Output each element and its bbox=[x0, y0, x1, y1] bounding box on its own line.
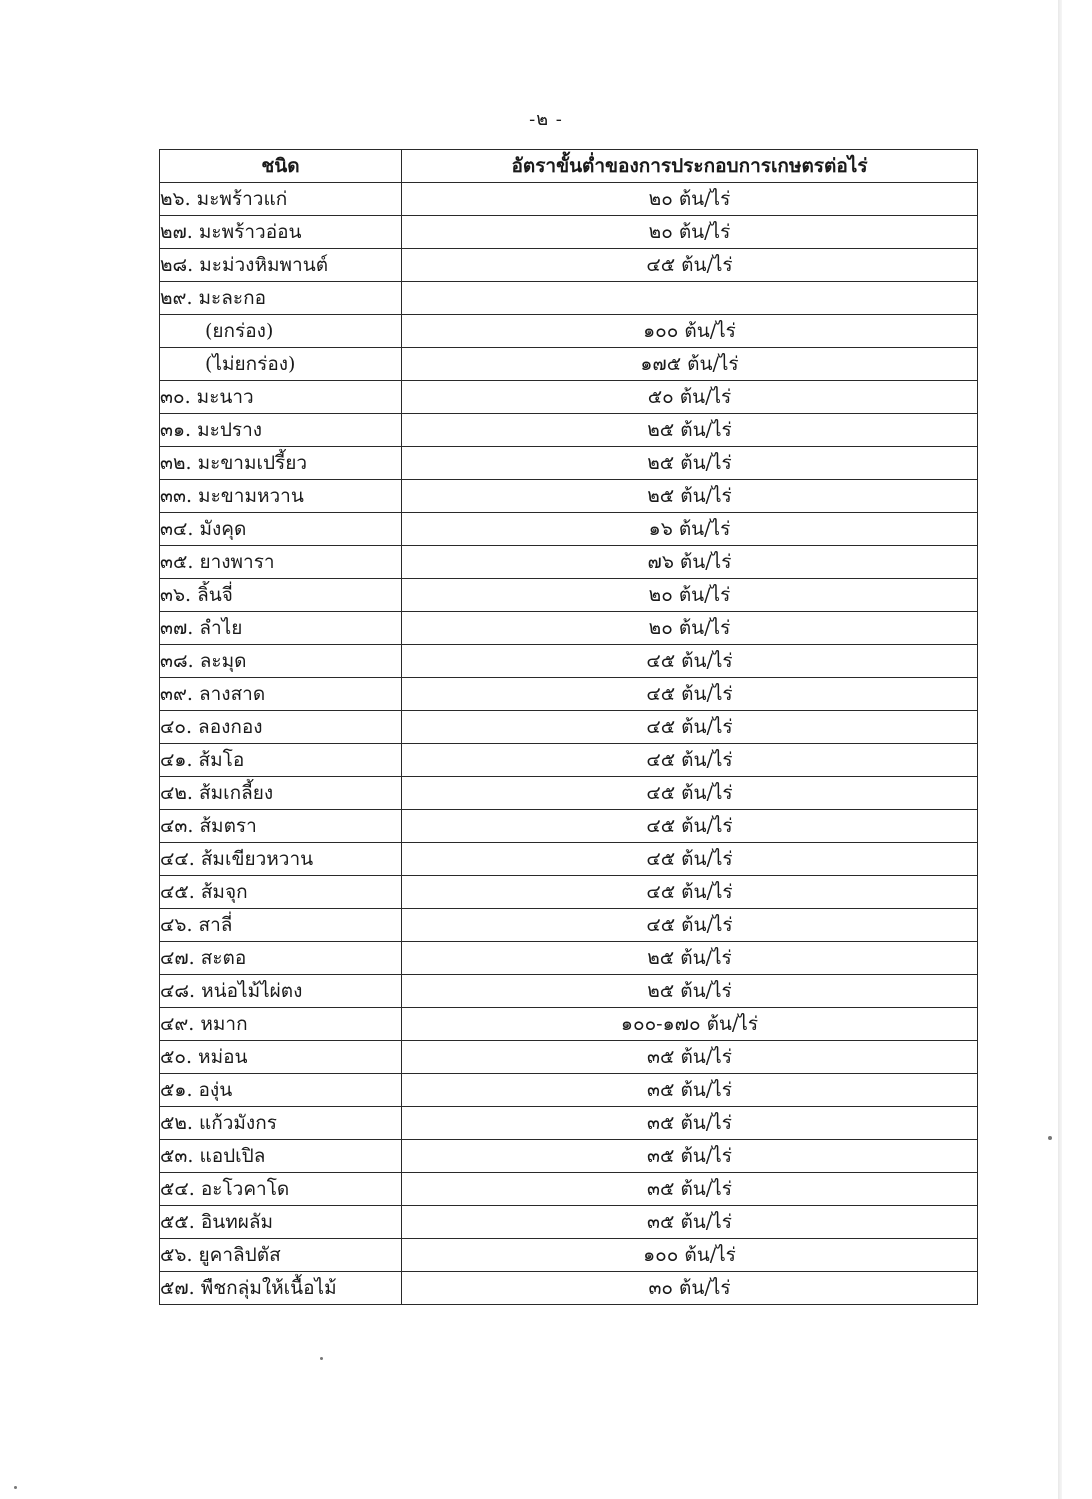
table-row bbox=[160, 843, 978, 876]
plant-type-cell: ๕๐. หม่อน bbox=[160, 1041, 402, 1074]
plant-type-cell: ๒๖. มะพร้าวแก่ bbox=[160, 183, 402, 216]
table-row bbox=[160, 315, 978, 348]
table-row bbox=[160, 480, 978, 513]
plant-type-cell: ๓๘. ละมุด bbox=[160, 645, 402, 678]
table-row bbox=[160, 513, 978, 546]
min-rate-cell: ๔๕ ต้น/ไร่ bbox=[402, 678, 978, 711]
plant-type-cell: ๔๓. ส้มตรา bbox=[160, 810, 402, 843]
min-rate-cell bbox=[402, 282, 978, 315]
min-rate-cell: ๒๕ ต้น/ไร่ bbox=[402, 480, 978, 513]
scan-edge bbox=[1058, 0, 1062, 1499]
min-rate-cell: ๒๐ ต้น/ไร่ bbox=[402, 612, 978, 645]
table-row bbox=[160, 249, 978, 282]
plant-type-cell: ๔๘. หน่อไม้ไผ่ตง bbox=[160, 975, 402, 1008]
table-row bbox=[160, 678, 978, 711]
scan-speck bbox=[1048, 1136, 1052, 1140]
plant-type-cell: ๔๔. ส้มเขียวหวาน bbox=[160, 843, 402, 876]
plant-type-cell: ๕๓. แอปเปิล bbox=[160, 1140, 402, 1173]
table-row bbox=[160, 909, 978, 942]
min-rate-cell: ๒๕ ต้น/ไร่ bbox=[402, 447, 978, 480]
plant-type-cell: ๔๙. หมาก bbox=[160, 1008, 402, 1041]
table-row bbox=[160, 1239, 978, 1272]
table-row bbox=[160, 1173, 978, 1206]
min-rate-cell: ๕๐ ต้น/ไร่ bbox=[402, 381, 978, 414]
table-row bbox=[160, 1107, 978, 1140]
min-rate-cell: ๔๕ ต้น/ไร่ bbox=[402, 876, 978, 909]
header-type: ชนิด bbox=[160, 150, 402, 183]
plant-type-cell: ๓๗. ลำไย bbox=[160, 612, 402, 645]
min-rate-cell: ๔๕ ต้น/ไร่ bbox=[402, 744, 978, 777]
plant-type-cell: ๓๙. ลางสาด bbox=[160, 678, 402, 711]
header-min-rate: อัตราขั้นต่ำของการประกอบการเกษตรต่อไร่ bbox=[402, 150, 978, 183]
table-row bbox=[160, 414, 978, 447]
table-row bbox=[160, 282, 978, 315]
table-row bbox=[160, 1272, 978, 1305]
table-row bbox=[160, 1041, 978, 1074]
min-rate-cell: ๒๕ ต้น/ไร่ bbox=[402, 975, 978, 1008]
plant-type-cell: ๓๐. มะนาว bbox=[160, 381, 402, 414]
scan-speck bbox=[14, 1486, 17, 1489]
min-rate-cell: ๔๕ ต้น/ไร่ bbox=[402, 645, 978, 678]
table-row bbox=[160, 216, 978, 249]
plant-type-cell: ๔๒. ส้มเกลี้ยง bbox=[160, 777, 402, 810]
plant-type-cell: (ยกร่อง) bbox=[160, 315, 402, 348]
plant-type-cell: ๔๕. ส้มจุก bbox=[160, 876, 402, 909]
table-row bbox=[160, 579, 978, 612]
plant-type-cell: ๕๖. ยูคาลิปตัส bbox=[160, 1239, 402, 1272]
plant-type-cell: (ไม่ยกร่อง) bbox=[160, 348, 402, 381]
plant-type-cell: ๔๑. ส้มโอ bbox=[160, 744, 402, 777]
table-row bbox=[160, 942, 978, 975]
table-row bbox=[160, 546, 978, 579]
table-row bbox=[160, 612, 978, 645]
min-rate-cell: ๒๕ ต้น/ไร่ bbox=[402, 414, 978, 447]
plant-type-cell: ๕๗. พืชกลุ่มให้เนื้อไม้ bbox=[160, 1272, 402, 1305]
plant-type-cell: ๕๕. อินทผลัม bbox=[160, 1206, 402, 1239]
table-row bbox=[160, 183, 978, 216]
min-rate-cell: ๓๕ ต้น/ไร่ bbox=[402, 1173, 978, 1206]
min-rate-cell: ๒๐ ต้น/ไร่ bbox=[402, 216, 978, 249]
table-row bbox=[160, 1206, 978, 1239]
table-row bbox=[160, 348, 978, 381]
rates-table bbox=[159, 149, 978, 1305]
plant-type-cell: ๓๑. มะปราง bbox=[160, 414, 402, 447]
min-rate-cell: ๒๐ ต้น/ไร่ bbox=[402, 579, 978, 612]
table-header-row bbox=[160, 150, 978, 183]
min-rate-cell: ๑๖ ต้น/ไร่ bbox=[402, 513, 978, 546]
plant-type-cell: ๔๖. สาลี่ bbox=[160, 909, 402, 942]
table-row bbox=[160, 645, 978, 678]
plant-type-cell: ๔๗. สะตอ bbox=[160, 942, 402, 975]
min-rate-cell: ๓๕ ต้น/ไร่ bbox=[402, 1041, 978, 1074]
min-rate-cell: ๔๕ ต้น/ไร่ bbox=[402, 711, 978, 744]
plant-type-cell: ๓๔. มังคุด bbox=[160, 513, 402, 546]
min-rate-cell: ๔๕ ต้น/ไร่ bbox=[402, 843, 978, 876]
min-rate-cell: ๗๖ ต้น/ไร่ bbox=[402, 546, 978, 579]
table-row bbox=[160, 381, 978, 414]
table-row bbox=[160, 711, 978, 744]
min-rate-cell: ๒๕ ต้น/ไร่ bbox=[402, 942, 978, 975]
min-rate-cell: ๑๐๐ ต้น/ไร่ bbox=[402, 315, 978, 348]
plant-type-cell: ๓๕. ยางพารา bbox=[160, 546, 402, 579]
plant-type-cell: ๒๙. มะละกอ bbox=[160, 282, 402, 315]
plant-type-cell: ๓๒. มะขามเปรี้ยว bbox=[160, 447, 402, 480]
min-rate-cell: ๔๕ ต้น/ไร่ bbox=[402, 810, 978, 843]
min-rate-cell: ๔๕ ต้น/ไร่ bbox=[402, 249, 978, 282]
table-row bbox=[160, 975, 978, 1008]
table-row bbox=[160, 810, 978, 843]
table-row bbox=[160, 447, 978, 480]
plant-type-cell: ๒๘. มะม่วงหิมพานต์ bbox=[160, 249, 402, 282]
min-rate-cell: ๑๗๕ ต้น/ไร่ bbox=[402, 348, 978, 381]
plant-type-cell: ๕๒. แก้วมังกร bbox=[160, 1107, 402, 1140]
plant-type-cell: ๓๓. มะขามหวาน bbox=[160, 480, 402, 513]
table-row bbox=[160, 876, 978, 909]
plant-type-cell: ๒๗. มะพร้าวอ่อน bbox=[160, 216, 402, 249]
min-rate-cell: ๓๕ ต้น/ไร่ bbox=[402, 1140, 978, 1173]
min-rate-cell: ๔๕ ต้น/ไร่ bbox=[402, 777, 978, 810]
min-rate-cell: ๓๕ ต้น/ไร่ bbox=[402, 1107, 978, 1140]
min-rate-cell: ๒๐ ต้น/ไร่ bbox=[402, 183, 978, 216]
table-body bbox=[160, 183, 978, 1305]
table-row bbox=[160, 777, 978, 810]
table-row bbox=[160, 744, 978, 777]
page-number: -๒ - bbox=[529, 109, 563, 130]
table-row bbox=[160, 1140, 978, 1173]
plant-type-cell: ๔๐. ลองกอง bbox=[160, 711, 402, 744]
plant-type-cell: ๓๖. ลิ้นจี่ bbox=[160, 579, 402, 612]
min-rate-cell: ๓๕ ต้น/ไร่ bbox=[402, 1206, 978, 1239]
table-row bbox=[160, 1074, 978, 1107]
table-row bbox=[160, 1008, 978, 1041]
min-rate-cell: ๑๐๐ ต้น/ไร่ bbox=[402, 1239, 978, 1272]
plant-type-cell: ๕๑. องุ่น bbox=[160, 1074, 402, 1107]
plant-type-cell: ๕๔. อะโวคาโด bbox=[160, 1173, 402, 1206]
min-rate-cell: ๔๕ ต้น/ไร่ bbox=[402, 909, 978, 942]
min-rate-cell: ๓๐ ต้น/ไร่ bbox=[402, 1272, 978, 1305]
min-rate-cell: ๓๕ ต้น/ไร่ bbox=[402, 1074, 978, 1107]
min-rate-cell: ๑๐๐-๑๗๐ ต้น/ไร่ bbox=[402, 1008, 978, 1041]
scan-speck bbox=[320, 1357, 323, 1360]
